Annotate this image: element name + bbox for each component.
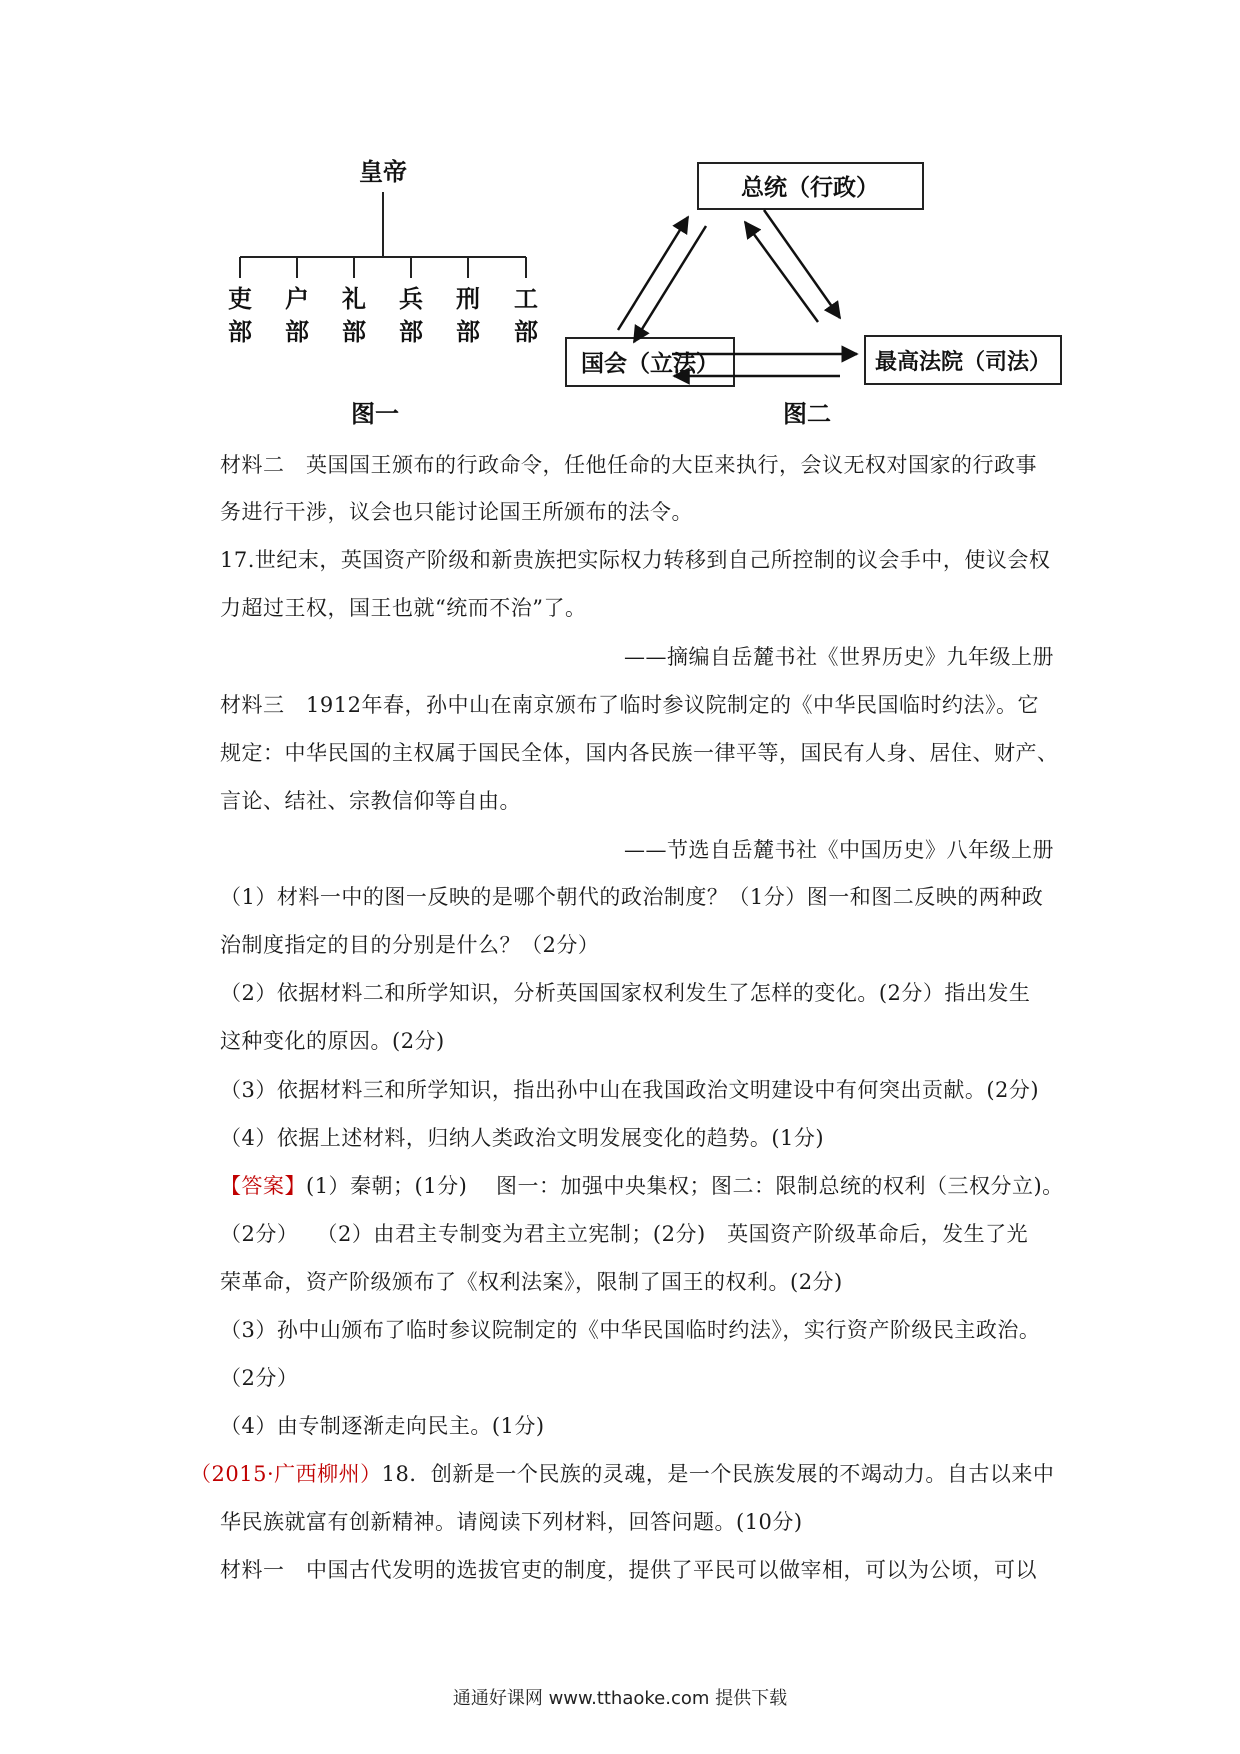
ministry-war-bu: 部: [399, 318, 423, 346]
answer-line-5: （2分）: [220, 1366, 299, 1390]
answer-line-1: [220, 1171, 1064, 1201]
material-three-line-1: 材料三 1912年春，孙中山在南京颁布了临时参议院制定的《中华民国临时约法》。它: [220, 693, 1039, 717]
material-three-source: ——节选自岳麓书社《中国历史》八年级上册: [624, 838, 1054, 862]
material-two-line-2: 务进行干涉，议会也只能讨论国王所颁布的法令。: [220, 500, 693, 524]
ministry-revenue: 户: [285, 285, 309, 313]
answer-line-1-text: (1）秦朝；(1分) 图一：加强中央集权；图二：限制总统的权利（三权分立)。: [306, 1174, 1064, 1198]
answer-tag: 【答案】: [220, 1174, 306, 1198]
ministry-justice-bu: 部: [456, 318, 480, 346]
congress-label: 国会（立法）: [581, 351, 719, 377]
ministry-personnel: 吏: [228, 285, 252, 313]
page-footer: 通通好课网 www.tthaoke.com 提供下载: [452, 1688, 788, 1709]
question-18-line-1: [190, 1459, 1054, 1489]
ministry-war: 兵: [399, 285, 423, 313]
figure-one-six-ministries: [210, 150, 560, 440]
ministry-revenue-bu: 部: [285, 318, 309, 346]
question-18-line-2: 华民族就富有创新精神。请阅读下列材料，回答问题。(10分): [220, 1510, 803, 1534]
ministry-works: 工: [514, 285, 538, 313]
ministry-works-bu: 部: [514, 318, 538, 346]
question-3: （3）依据材料三和所学知识，指出孙中山在我国政治文明建设中有何突出贡献。(2分): [220, 1078, 1040, 1102]
supreme-court-label: 最高法院（司法）: [874, 350, 1052, 375]
material-two-line-3: 17.世纪末，英国资产阶级和新贵族把实际权力转移到自己所控制的议会手中，使议会权: [220, 548, 1051, 572]
ministry-personnel-bu: 部: [228, 318, 252, 346]
figure-one-caption: 图一: [351, 400, 399, 428]
material-three-line-3: 言论、结社、宗教信仰等自由。: [220, 789, 521, 813]
material-three-line-2: 规定：中华民国的主权属于国民全体，国内各民族一律平等，国民有人身、居住、财产、: [220, 741, 1059, 765]
material-two-line-1: 材料二 英国国王颁布的行政命令，任他任命的大臣来执行，会议无权对国家的行政事: [220, 453, 1037, 477]
figure-two-separation-of-powers: [560, 150, 1080, 440]
ministry-rites: 礼: [342, 285, 366, 313]
question-2-line-1: （2）依据材料二和所学知识，分析英国国家权利发生了怎样的变化。(2分）指出发生: [220, 981, 1031, 1005]
answer-line-6: （4）由专制逐渐走向民主。(1分): [220, 1414, 545, 1438]
question-4: （4）依据上述材料，归纳人类政治文明发展变化的趋势。(1分): [220, 1126, 825, 1150]
emperor-label: 皇帝: [359, 158, 407, 186]
material-two-line-4: 力超过王权，国王也就“统而不治”了。: [220, 596, 587, 620]
figure-two-caption: 图二: [783, 400, 831, 428]
answer-line-3: 荣革命，资产阶级颁布了《权利法案》，限制了国王的权利。(2分): [220, 1270, 843, 1294]
ministry-justice: 刑: [456, 285, 480, 313]
question-2-line-2: 这种变化的原因。(2分): [220, 1029, 445, 1053]
ministry-labels: [228, 285, 538, 346]
answer-line-4: （3）孙中山颁布了临时参议院制定的《中华民国临时约法》，实行资产阶级民主政治。: [220, 1318, 1041, 1342]
question-18-line-1-text: 18．创新是一个民族的灵魂，是一个民族发展的不竭动力。自古以来中: [381, 1462, 1055, 1486]
question-18-material-one: 材料一 中国古代发明的选拔官吏的制度，提供了平民可以做宰相，可以为公顷，可以: [220, 1558, 1037, 1582]
question-1-line-1: （1）材料一中的图一反映的是哪个朝代的政治制度？（1分）图一和图二反映的两种政: [220, 885, 1044, 909]
answer-line-2: （2分） （2）由君主专制变为君主立宪制；(2分) 英国资产阶级革命后，发生了光: [220, 1222, 1029, 1246]
ministry-branches: [240, 257, 526, 278]
question-1-line-2: 治制度指定的目的分别是什么？（2分）: [220, 933, 600, 957]
question-18-source-tag: （2015·广西柳州）: [190, 1462, 382, 1486]
ministry-rites-bu: 部: [342, 318, 366, 346]
material-two-source: ——摘编自岳麓书社《世界历史》九年级上册: [624, 645, 1054, 669]
arrow-president-to-congress: [634, 226, 706, 342]
president-label: 总统（行政）: [741, 175, 879, 201]
